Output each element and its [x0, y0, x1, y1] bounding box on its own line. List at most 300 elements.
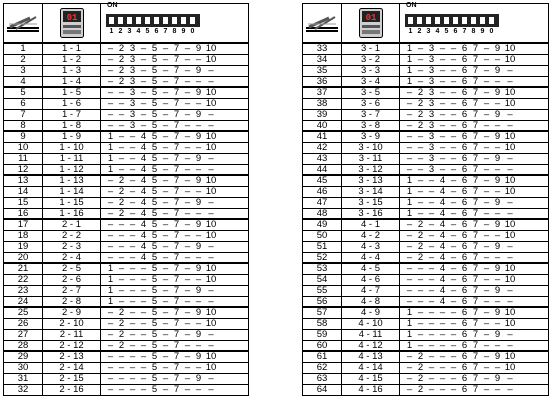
dip-settings-cell	[101, 164, 249, 175]
dip-switch-value: –	[184, 274, 191, 285]
table-row	[303, 120, 549, 131]
dip-switch-value: –	[129, 318, 136, 329]
dip-switch-value: 7	[472, 340, 479, 351]
dip-switch-value: –	[184, 329, 191, 340]
dip-switch-value: 3	[428, 142, 435, 153]
dip-switch-value: 7	[472, 318, 479, 329]
table-row	[303, 54, 549, 65]
dip-switch-value: –	[507, 197, 513, 208]
dip-switch-value: 3	[428, 76, 435, 87]
turnout-number-cell: 20	[4, 252, 43, 263]
dip-switch-value: –	[107, 362, 114, 373]
dip-switch-value: –	[162, 274, 169, 285]
dip-switch-value: –	[129, 131, 136, 142]
turnout-number-cell: 51	[303, 241, 342, 252]
dip-switch-value: 2	[417, 252, 424, 263]
dip-switch-value: 7	[472, 54, 479, 65]
dip-switch-value: –	[483, 362, 490, 373]
dip-switch-value: –	[140, 384, 147, 395]
decoder-icon	[359, 8, 383, 38]
dip-switch-value: –	[107, 197, 114, 208]
dip-switch-value: –	[107, 241, 114, 252]
table-row	[4, 274, 249, 285]
dip-switch-value: –	[118, 230, 125, 241]
dip-switch-value: 2	[417, 230, 424, 241]
dip-switch-value: 1	[107, 153, 114, 164]
dip-switch-value: 7	[472, 131, 479, 142]
dip-switch-value: –	[428, 296, 435, 307]
dip-switch-value: –	[129, 285, 136, 296]
dip-switch-value: 2	[118, 54, 125, 65]
dip-switch-value: –	[184, 241, 191, 252]
dip-settings-cell	[101, 373, 249, 384]
dip-switch-value: 6	[461, 285, 468, 296]
dip-switch-value: –	[483, 54, 490, 65]
dip-switch-value: –	[140, 87, 147, 98]
dip-switch-value: –	[417, 307, 424, 318]
dip-switch-value: –	[162, 252, 169, 263]
dip-switch-value: –	[208, 252, 214, 263]
dip-switch-value: –	[406, 109, 413, 120]
dip-switch-value: –	[483, 208, 490, 219]
dip-switch-value: 10	[205, 263, 217, 274]
dip-switch-value: –	[417, 274, 424, 285]
dip-switch-value: –	[406, 296, 413, 307]
dip-switch-value: –	[107, 340, 114, 351]
table-row	[303, 43, 549, 54]
dip-switch-value: –	[483, 296, 490, 307]
dip-switch-value: 7	[173, 186, 180, 197]
dip-switch-value: 9	[195, 219, 202, 230]
table-row	[303, 131, 549, 142]
dip-switch-value: 5	[151, 362, 158, 373]
dip-switch-value: –	[428, 219, 435, 230]
dip-switch-value: –	[162, 186, 169, 197]
turnout-number-cell: 45	[303, 175, 342, 186]
dip-switch-value: 9	[195, 351, 202, 362]
dip-switch-value: 6	[461, 241, 468, 252]
dip-switch-value: –	[107, 351, 114, 362]
dip-switch-value: 10	[504, 351, 516, 362]
dip-switch-value: –	[439, 318, 446, 329]
dip-switch-value: 9	[494, 87, 501, 98]
dip-switch-value: 7	[173, 307, 180, 318]
dip-switch-value: –	[439, 164, 446, 175]
dip-switch-value: 1	[406, 54, 413, 65]
dip-switch-value: –	[428, 351, 435, 362]
turnout-number-cell: 28	[4, 340, 43, 351]
dip-switch-value: 4	[439, 252, 446, 263]
decoder-address-cell: 1 - 12	[43, 164, 101, 175]
dip-switch-value: 6	[461, 384, 468, 395]
dip-switch-value: –	[184, 186, 191, 197]
dip-switch-value: 1	[107, 131, 114, 142]
dip-switch-value: 10	[205, 142, 217, 153]
dip-switch-value: 4	[439, 241, 446, 252]
dip-switch-value: –	[494, 142, 501, 153]
dip-switch-value: –	[162, 208, 169, 219]
dip-switch-value: –	[483, 340, 490, 351]
dip-switch-value: 10	[504, 307, 516, 318]
dip-switch-value: –	[450, 120, 457, 131]
dip-switch-value: –	[507, 252, 513, 263]
table-row	[4, 98, 249, 109]
dip-switch-value: –	[428, 285, 435, 296]
dip-switch-value: 2	[118, 65, 125, 76]
dip-switch-value: –	[417, 164, 424, 175]
dip-switch-value: –	[140, 351, 147, 362]
dip-switch-value: –	[107, 318, 114, 329]
dip-settings-cell	[101, 285, 249, 296]
dip-switch-value: –	[439, 65, 446, 76]
dip-switch-value: 7	[472, 373, 479, 384]
dip-settings-cell	[400, 208, 549, 219]
dip-switch-value: –	[129, 362, 136, 373]
dip-switch-value: 9	[494, 65, 501, 76]
dip-switch-value: –	[406, 120, 413, 131]
dip-switch-value: –	[107, 384, 114, 395]
dip-switch-value: 10	[504, 230, 516, 241]
dip-switch-value: 5	[151, 142, 158, 153]
dip-settings-cell	[400, 219, 549, 230]
dip-switch-value: 5	[151, 296, 158, 307]
dip-switch-value: 1	[406, 340, 413, 351]
table-row	[303, 109, 549, 120]
decoder-address-cell: 1 - 2	[43, 54, 101, 65]
decoder-address-cell: 4 - 1	[342, 219, 400, 230]
dip-switch-value: –	[428, 318, 435, 329]
decoder-address-cell: 4 - 10	[342, 318, 400, 329]
table-row	[303, 362, 549, 373]
dip-switch-value: –	[184, 142, 191, 153]
dip-switch-value: 3	[428, 153, 435, 164]
dip-switch-value: –	[450, 142, 457, 153]
dip-switch-value: –	[129, 230, 136, 241]
dip-switch-value: –	[118, 285, 125, 296]
dip-settings-cell	[101, 197, 249, 208]
table-row	[303, 219, 549, 230]
dip-switch-value: –	[417, 54, 424, 65]
dip-switch-value: 9	[494, 351, 501, 362]
dip-switch-value: –	[184, 43, 191, 54]
dip-switch-value: 5	[151, 340, 158, 351]
dip-switch-value: 5	[151, 153, 158, 164]
dip-switch-value: –	[507, 164, 513, 175]
dip-header-cell	[101, 4, 249, 44]
dip-switch-value: 6	[461, 153, 468, 164]
decoder-address-cell: 3 - 7	[342, 109, 400, 120]
dip-switch-value: –	[483, 109, 490, 120]
dip-switch-value: 7	[472, 274, 479, 285]
dip-switch-value: 4	[439, 186, 446, 197]
decoder-address-cell: 3 - 13	[342, 175, 400, 186]
dip-switch-value: –	[507, 76, 513, 87]
table-row	[4, 87, 249, 98]
dip-switch-value: –	[107, 175, 114, 186]
dip-switch-value: 6	[461, 131, 468, 142]
dip-switch-value: 7	[472, 109, 479, 120]
decoder-address-cell: 4 - 4	[342, 252, 400, 263]
decoder-address-cell: 2 - 13	[43, 351, 101, 362]
dip-switch-value: –	[428, 197, 435, 208]
dip-settings-cell	[101, 230, 249, 241]
dip-switch-value: –	[428, 373, 435, 384]
dip-switch-value: 9	[494, 109, 501, 120]
turnout-number-cell: 36	[303, 76, 342, 87]
dip-switch-value: –	[162, 329, 169, 340]
dip-switch-value: 2	[118, 329, 125, 340]
table-row	[4, 296, 249, 307]
dip-settings-cell	[400, 230, 549, 241]
dip-switch-value: 7	[472, 120, 479, 131]
dip-switch-value: –	[195, 340, 202, 351]
dip-switch-value: –	[483, 153, 490, 164]
dip-switch-value: –	[450, 241, 457, 252]
dip-switch-value: –	[494, 208, 501, 219]
dip-switch-value: 9	[195, 197, 202, 208]
dip-switch-value: 5	[151, 131, 158, 142]
dip-switch-value: –	[129, 296, 136, 307]
dip-switch-value: –	[107, 65, 114, 76]
decoder-address-cell: 2 - 6	[43, 274, 101, 285]
dip-switch-value: 10	[205, 351, 217, 362]
dip-switch-value: –	[184, 76, 191, 87]
dip-switch-value: 10	[205, 307, 217, 318]
turnout-number-cell: 15	[4, 197, 43, 208]
dip-settings-cell	[101, 65, 249, 76]
address-rows-left	[4, 43, 249, 395]
dip-switch-value: –	[428, 230, 435, 241]
dip-settings-cell	[400, 120, 549, 131]
turnout-number-cell: 11	[4, 153, 43, 164]
dip-switch-value: 10	[205, 98, 217, 109]
dip-switch-value: –	[494, 318, 501, 329]
dip-switch-value: –	[428, 208, 435, 219]
decoder-address-cell: 4 - 11	[342, 329, 400, 340]
dip-switch-value: 1	[406, 197, 413, 208]
decoder-icon	[60, 8, 84, 38]
dip-switch-value: –	[129, 186, 136, 197]
dip-switch-value: –	[184, 120, 191, 131]
dip-switch-value: –	[184, 208, 191, 219]
dip-switch-value: –	[195, 76, 202, 87]
dip-switch-value: –	[129, 252, 136, 263]
dip-switch-value: –	[439, 351, 446, 362]
dip-switch-value: –	[118, 219, 125, 230]
dip-switch-value: 2	[118, 197, 125, 208]
dip-switch-value: 6	[461, 318, 468, 329]
dip-switch-value: 2	[118, 208, 125, 219]
dip-switch-value: 6	[461, 65, 468, 76]
dip-switch-value: –	[107, 186, 114, 197]
dip-settings-cell	[101, 241, 249, 252]
dip-switch-value: 6	[461, 186, 468, 197]
dip-switch-value: –	[184, 175, 191, 186]
dip-switch-value: 7	[472, 164, 479, 175]
dip-settings-cell	[400, 362, 549, 373]
dip-settings-cell	[400, 351, 549, 362]
dip-switch-value: –	[406, 384, 413, 395]
dip-switch-value: 7	[173, 241, 180, 252]
turnout-number-cell: 63	[303, 373, 342, 384]
dip-switch-value: –	[129, 164, 136, 175]
dip-settings-cell	[101, 384, 249, 395]
dip-switch-value: –	[406, 263, 413, 274]
dip-switch-value: –	[184, 307, 191, 318]
dip-switch-value: –	[406, 142, 413, 153]
dip-switch-value: 5	[151, 241, 158, 252]
table-row	[303, 175, 549, 186]
dip-switch-value: –	[494, 340, 501, 351]
dip-switch-value: 3	[129, 120, 136, 131]
dip-settings-cell	[400, 252, 549, 263]
dip-switch-value: –	[450, 307, 457, 318]
dip-switch-value: –	[184, 318, 191, 329]
dip-switch-value: 4	[439, 175, 446, 186]
dip-switch-value: –	[184, 109, 191, 120]
dip-switch-value: 10	[504, 131, 516, 142]
dip-switch-value: 5	[151, 318, 158, 329]
dip-switch-value: –	[507, 109, 513, 120]
dip-switch-value: –	[118, 164, 125, 175]
dip-switch-value: –	[184, 340, 191, 351]
dip-switch-value: –	[450, 43, 457, 54]
dip-switch-value: –	[428, 263, 435, 274]
dip-settings-cell	[101, 318, 249, 329]
dip-switch-value: –	[483, 186, 490, 197]
dip-switch-value: –	[129, 307, 136, 318]
dip-switch-value: –	[450, 318, 457, 329]
dip-switch-value: –	[450, 384, 457, 395]
dip-switch-value: 9	[195, 109, 202, 120]
dip-switch-value: –	[140, 296, 147, 307]
turnout-header-cell	[303, 4, 342, 44]
dip-switch-value: –	[195, 274, 202, 285]
dip-switch-value: 4	[140, 131, 147, 142]
dip-settings-cell	[101, 219, 249, 230]
dip-switch-value: 7	[472, 241, 479, 252]
dip-switch-value: 9	[494, 153, 501, 164]
decoder-address-cell: 1 - 6	[43, 98, 101, 109]
dip-switch-value: –	[406, 219, 413, 230]
decoder-address-cell: 3 - 6	[342, 98, 400, 109]
dip-switch-value: –	[162, 153, 169, 164]
dip-switch-value: –	[107, 43, 114, 54]
dip-switch-value: 1	[406, 76, 413, 87]
dip-switch-value: 6	[461, 263, 468, 274]
dip-switch-value: 5	[151, 252, 158, 263]
dip-switch-value: 6	[461, 219, 468, 230]
turnout-number-cell: 55	[303, 285, 342, 296]
dip-number-labels: 1 2 3 4 5 6 7 8 9 0	[408, 28, 494, 35]
dip-switch-value: –	[129, 219, 136, 230]
dip-switch-value: –	[195, 186, 202, 197]
dip-switch-value: 4	[439, 296, 446, 307]
dip-switch-value: –	[439, 76, 446, 87]
table-row	[4, 54, 249, 65]
dip-switch-value: 10	[205, 43, 217, 54]
dip-switch-value: –	[184, 153, 191, 164]
decoder-address-cell: 4 - 14	[342, 362, 400, 373]
dip-switch-value: –	[439, 362, 446, 373]
turnout-number-cell: 33	[303, 43, 342, 54]
dip-switch-value: –	[195, 296, 202, 307]
decoder-address-cell: 1 - 8	[43, 120, 101, 131]
dip-switch-value: –	[494, 76, 501, 87]
dip-switch-value: –	[208, 65, 214, 76]
dip-switch-value: –	[162, 241, 169, 252]
decoder-address-cell: 3 - 5	[342, 87, 400, 98]
table-row	[303, 307, 549, 318]
dip-switch-value: 9	[195, 153, 202, 164]
dip-switch-value: –	[428, 175, 435, 186]
dip-switch-value: 9	[494, 241, 501, 252]
dip-switch-value: –	[184, 219, 191, 230]
dip-switch-value: 6	[461, 164, 468, 175]
dip-switch-value: –	[494, 362, 501, 373]
dip-switch-value: 6	[461, 109, 468, 120]
decoder-address-cell: 3 - 2	[342, 54, 400, 65]
dip-switch-value: –	[483, 120, 490, 131]
dip-switch-value: –	[162, 296, 169, 307]
dip-switch-value: 10	[504, 54, 516, 65]
dip-switch-value: –	[450, 87, 457, 98]
dip-settings-cell	[101, 208, 249, 219]
dip-switch-value: –	[450, 131, 457, 142]
dip-switch-value: –	[107, 307, 114, 318]
dip-switch-value: –	[417, 76, 424, 87]
dip-switch-value: 7	[472, 43, 479, 54]
table-row	[4, 109, 249, 120]
dip-switch-value: –	[450, 175, 457, 186]
decoder-address-cell: 3 - 8	[342, 120, 400, 131]
dip-switch-value: 9	[195, 131, 202, 142]
dip-switch-value: –	[184, 263, 191, 274]
dip-switch-value: –	[494, 54, 501, 65]
dip-switch-value: 6	[461, 351, 468, 362]
table-row	[303, 164, 549, 175]
dip-switch-value: 9	[494, 373, 501, 384]
dip-switch-value: 6	[461, 43, 468, 54]
dip-switch-value: –	[450, 197, 457, 208]
dip-switch-value: 10	[205, 219, 217, 230]
dip-switch-value: 9	[195, 285, 202, 296]
dip-switch-value: 3	[129, 76, 136, 87]
dip-switch-value: –	[129, 329, 136, 340]
dip-switch-value: 7	[173, 197, 180, 208]
decoder-address-cell: 1 - 5	[43, 87, 101, 98]
dip-switch-value: 7	[173, 120, 180, 131]
dip-settings-cell	[400, 131, 549, 142]
svg-text:01: 01	[365, 13, 376, 23]
dip-switch-value: –	[118, 131, 125, 142]
dip-switch-value: –	[428, 186, 435, 197]
dip-switch-value: –	[129, 384, 136, 395]
decoder-address-cell: 2 - 10	[43, 318, 101, 329]
dip-switch-value: –	[162, 76, 169, 87]
dip-settings-cell	[101, 329, 249, 340]
dip-switch-value: 2	[417, 362, 424, 373]
dip-switch-value: –	[208, 120, 214, 131]
dip-switch-value: –	[118, 362, 125, 373]
turnout-number-cell: 41	[303, 131, 342, 142]
turnout-number-cell: 4	[4, 76, 43, 87]
decoder-address-cell: 4 - 13	[342, 351, 400, 362]
dip-switch-value: –	[417, 175, 424, 186]
dip-switch-value: –	[483, 373, 490, 384]
dip-switch-value: 2	[417, 109, 424, 120]
table-row	[4, 186, 249, 197]
